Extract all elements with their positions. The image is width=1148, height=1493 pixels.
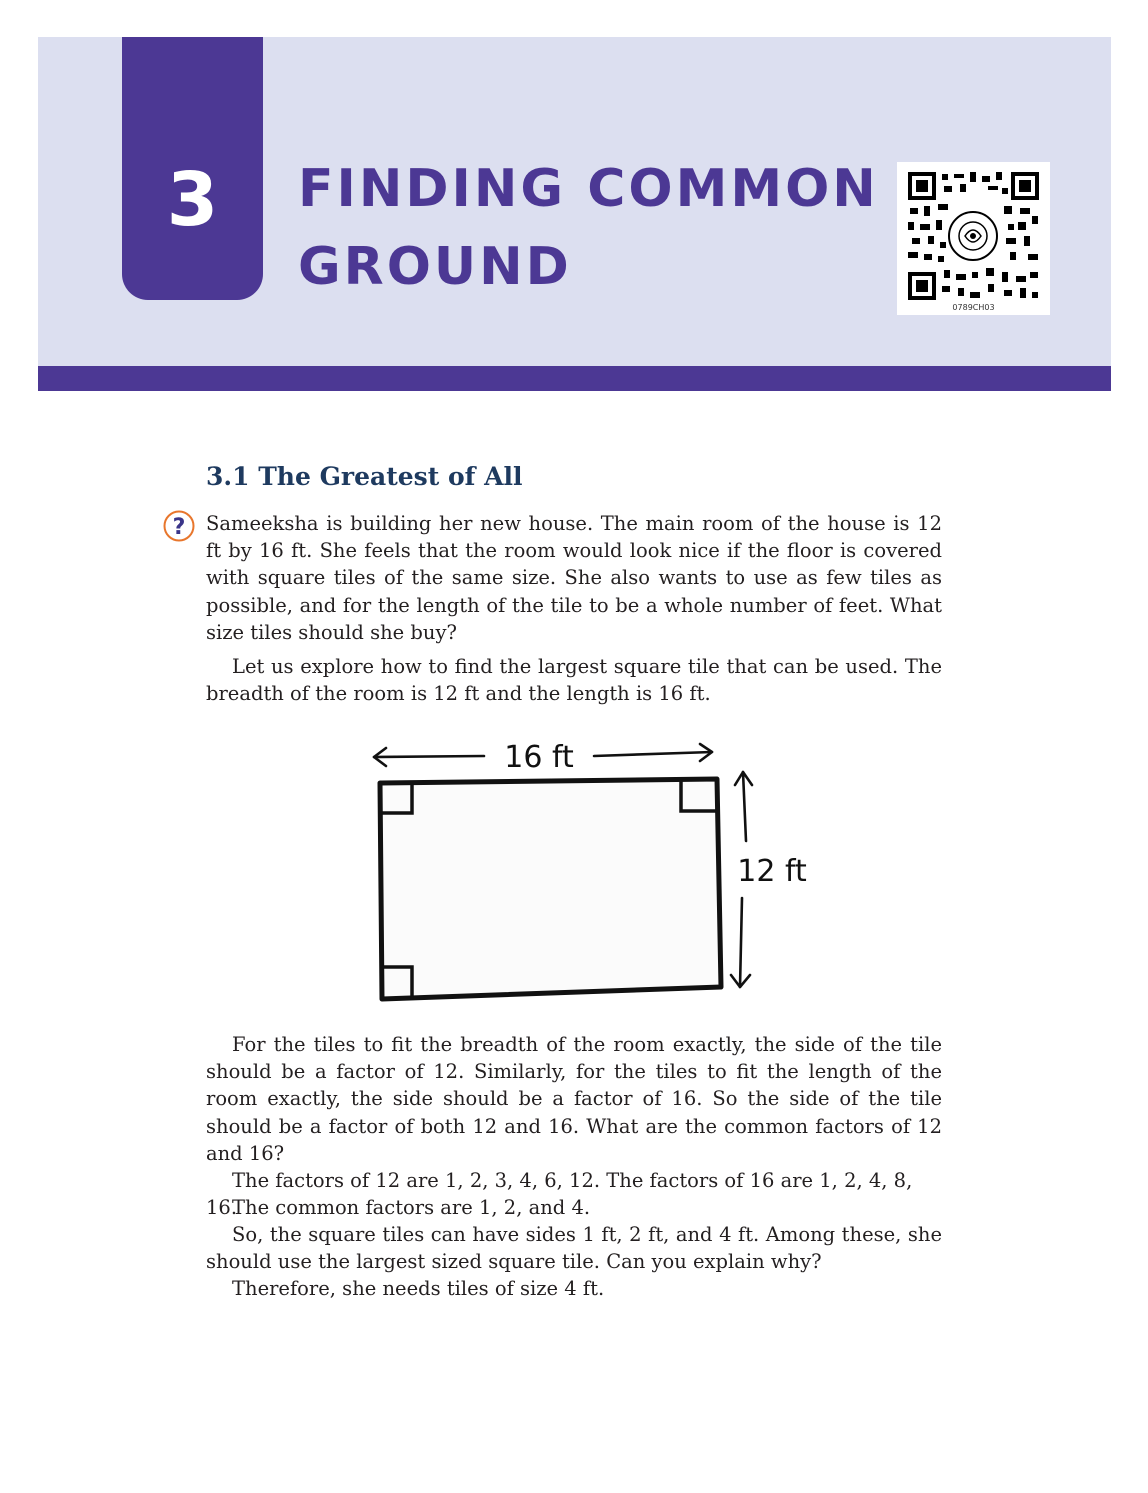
question-mark-icon [162, 509, 196, 543]
factor-reasoning-paragraph: For the tiles to fit the breadth of the room exactly, the side of the tile should be a factor of 12. Similarly, for the tiles to fit the length of the room exactly, the side should be a factor of 16. So the side of the tile should be a factor of both 12 and 16. What are the common factors of 12 and 16? [206, 1033, 942, 1165]
conclusion-line: Therefore, she needs tiles of size 4 ft. [232, 1277, 605, 1300]
explore-paragraph: Let us explore how to find the largest square tile that can be used. The breadth of the room is 12 ft and the length is 16 ft. [206, 655, 942, 706]
chapter-number: 3 [166, 157, 219, 243]
common-factors-line: The common factors are 1, 2, and 4. [232, 1196, 591, 1219]
banner-divider-bar [38, 366, 1111, 391]
chapter-title: FINDING COMMON GROUND [298, 159, 879, 297]
qr-caption: 0789CH03 [952, 303, 995, 312]
qr-code [897, 162, 1050, 315]
room-diagram [362, 735, 822, 1010]
qr-code-icon [908, 172, 1039, 300]
tile-options-paragraph: So, the square tiles can have sides 1 ft, 2 ft, and 4 ft. Among these, she should use the largest sized square tile. Can you explain why? [206, 1223, 942, 1274]
svg-text:?: ? [172, 515, 186, 540]
problem-paragraph: Sameeksha is building her new house. The main room of the house is 12 ft by 16 ft. She feels that the room would look nice if the floor is covered with square tiles of the same size. She also wants to use as few tiles as possible, and for the length of the tile to be a whole number of feet. What size tiles should she buy? [206, 512, 942, 644]
breadth-label: 12 ft [737, 854, 807, 889]
length-label: 16 ft [504, 740, 574, 775]
section-title: 3.1 The Greatest of All [206, 462, 523, 491]
factors-list-line: The factors of 12 are 1, 2, 3, 4, 6, 12. The factors of 16 are 1, 2, 4, 8, 16. [206, 1169, 913, 1220]
